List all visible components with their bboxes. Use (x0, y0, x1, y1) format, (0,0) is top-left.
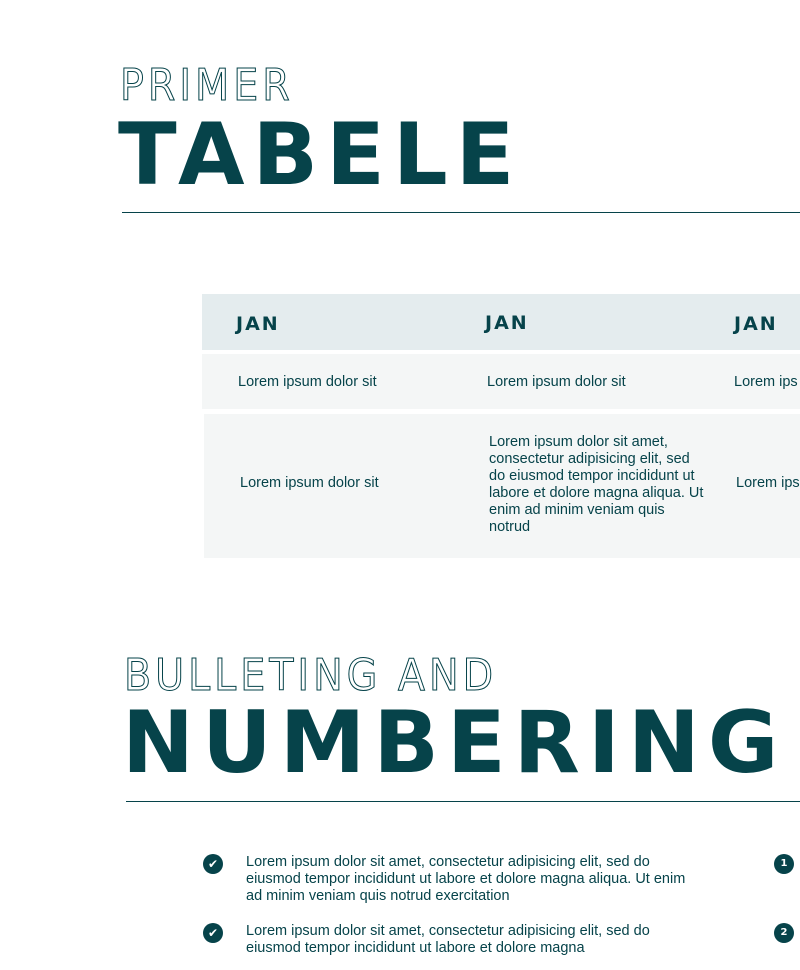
example-table (202, 294, 800, 535)
number-badge-icon: 2 (774, 923, 794, 943)
bullet-text: Lorem ipsum dolor sit amet, consectetur adipisicing elit, sed do eiusmod tempor incididunt ut labore et dolore magna aliqua. Ut enim ad minim veniam quis notrud exercitation (246, 854, 686, 904)
section-headline-numbering: NUMBERING (122, 693, 787, 793)
table-cell: Lorem ips (736, 475, 800, 491)
table-cell: Lorem ipsum dolor sit amet, consectetur adipisicing elit, sed do eiusmod tempor incididunt ut labore et dolore magna aliqua. Ut enim ad minim veniam quis notrud (489, 434, 704, 535)
table-header-cell: JAN (485, 312, 529, 334)
table-cell: Lorem ipsum dolor sit (487, 374, 626, 390)
table-row (204, 414, 800, 558)
section-eyebrow-primer: PRIMER (120, 60, 294, 111)
check-circle-icon: ✔ (203, 923, 223, 943)
check-circle-icon: ✔ (203, 854, 223, 874)
section-eyebrow-bulleting: BULLETING AND (124, 650, 498, 701)
table-cell: Lorem ipsum dolor sit (240, 475, 379, 491)
table-cell: Lorem ips (734, 374, 798, 390)
bullet-text: Lorem ipsum dolor sit amet, consectetur adipisicing elit, sed do eiusmod tempor incididunt ut labore et dolore magna (246, 923, 650, 956)
section-divider (126, 801, 800, 802)
table-header-cell: JAN (236, 313, 280, 335)
section-headline-tabele: TABELE (118, 105, 523, 205)
table-cell: Lorem ipsum dolor sit (238, 374, 377, 390)
number-badge-icon: 1 (774, 854, 794, 874)
section-divider (122, 212, 800, 213)
table-header-cell: JAN (734, 313, 778, 335)
table-header-row (202, 294, 800, 350)
table-row (202, 354, 800, 409)
